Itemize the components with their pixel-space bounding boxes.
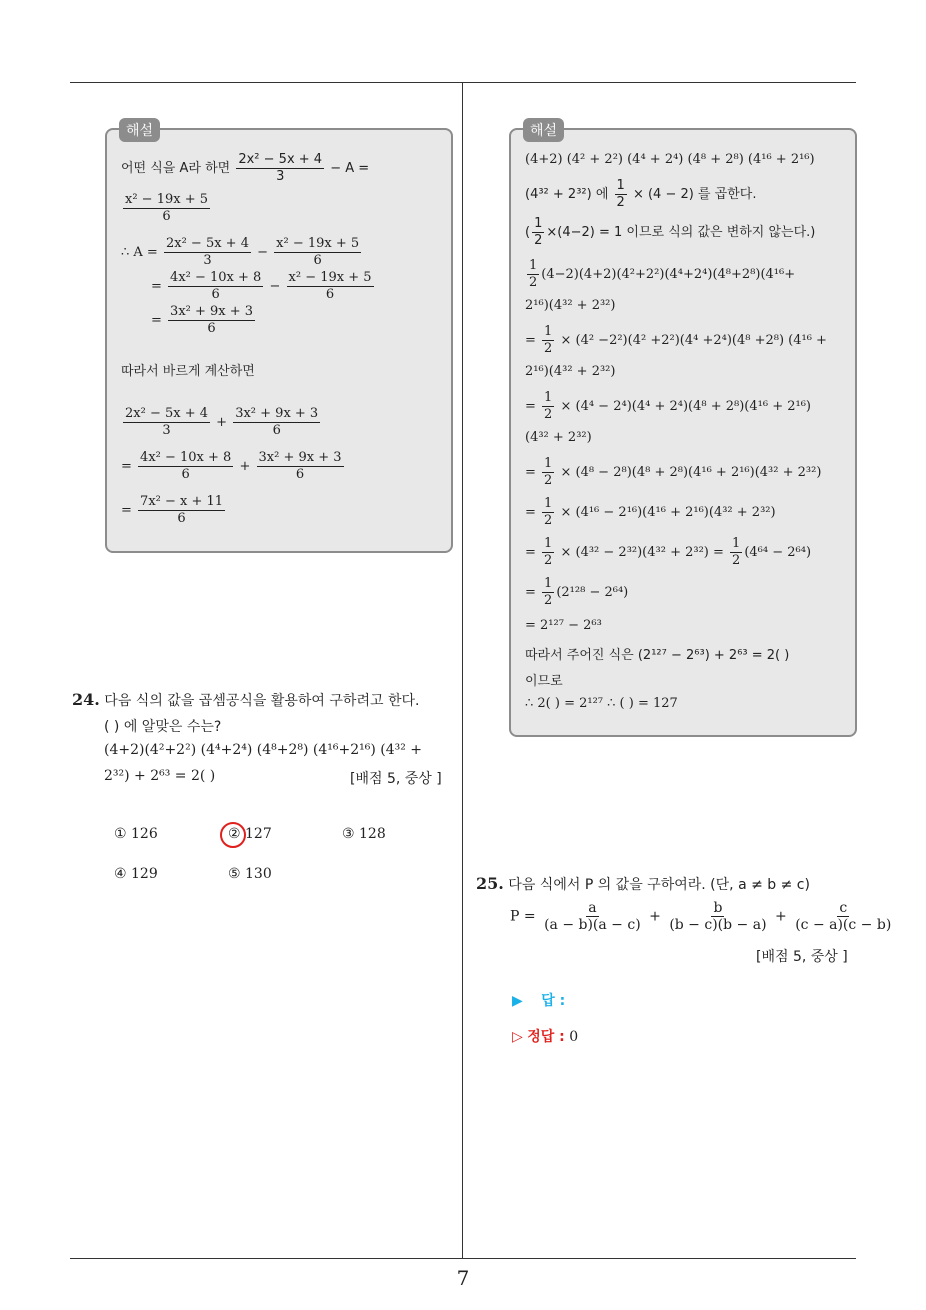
correct-answer-value: 0	[569, 1029, 579, 1045]
solution-line: = $\frac{1}{2}$ × (4⁸ − 2⁸)(4⁸ + 2⁸)(4¹⁶ + 2¹⁶)(4³² + 2³²)	[525, 456, 822, 488]
question-24-expression: 2³²) + 2⁶³ = 2( )	[104, 768, 216, 784]
solution-line: 이므로	[525, 674, 563, 689]
question-24-line: ( ) 에 알맞은 수는?	[104, 719, 222, 735]
solution-line: $\frac{1}{2}$ (4−2)(4+2)(4²+2²)(4⁴+2⁴)(4⁸+2⁸)(4¹⁶+	[529, 258, 796, 290]
answer-arrow-icon: ▶	[512, 993, 523, 1009]
question-24-expression: (4+2)(4²+2²) (4⁴+2⁴) (4⁸+2⁸) (4¹⁶+2¹⁶) (4³² +	[104, 742, 423, 758]
choice-1[interactable]: ① 126	[114, 826, 158, 842]
solution-line: = $\frac{1}{2}$ (2¹²⁸ − 2⁶⁴)	[525, 576, 629, 608]
solution-line: = $\frac{\text{7x² − x + 11}}{6}$	[121, 494, 224, 526]
answer-input-row[interactable]	[512, 990, 565, 1010]
solution-line: $\frac{\text{x² − 19x + 5}}{6}$	[125, 192, 209, 224]
choice-3[interactable]: ③ 128	[342, 826, 386, 842]
right-solution-box	[509, 123, 857, 737]
question-25-equation: P = $\frac{a}{(a - b)(a - c)}$ + $\frac{b}{(b - c)(b - a)}$ + $\frac{c}{(c - a)(c - b)}$	[510, 900, 892, 933]
solution-tag: 해설	[523, 118, 564, 142]
correct-answer-label: 정답 :	[527, 1029, 565, 1045]
solution-line: = $\frac{1}{2}$ × (4⁴ − 2⁴)(4⁴ + 2⁴)(4⁸ + 2⁸)(4¹⁶ + 2¹⁶)	[525, 390, 811, 422]
solution-line: ∴ 2( ) = 2¹²⁷ ∴ ( ) = 127	[525, 696, 678, 711]
correct-answer-row	[512, 1026, 578, 1046]
solution-line: = 2¹²⁷ − 2⁶³	[525, 618, 602, 633]
page-number: 7	[456, 1266, 470, 1290]
solution-line: ( $\frac{1}{2}$ ×(4−2) = 1 이므로 식의 값은 변하지 않는다.)	[525, 216, 816, 248]
solution-line: = $\frac{\text{3x² + 9x + 3}}{6}$	[151, 304, 254, 336]
solution-line: = $\frac{1}{2}$ × (4² −2²)(4² +2²)(4⁴ +2⁴)(4⁸ +2⁸) (4¹⁶ +	[525, 324, 827, 356]
question-24-line: 24. 다음 식의 값을 곱셈공식을 활용하여 구하려고 한다.	[72, 690, 420, 709]
solution-line: (4³² + 2³²) 에 $\frac{1}{2}$ × (4 − 2) 를 곱한다.	[525, 178, 757, 210]
choice-4[interactable]: ④ 129	[114, 866, 158, 882]
solution-line: $\frac{\text{2x² − 5x + 4}}{3}$ + $\frac{\text{3x² + 9x + 3}}{6}$	[125, 406, 319, 438]
solution-line: = $\frac{1}{2}$ × (4³² − 2³²)(4³² + 2³²) = $\frac{1}{2}$ (4⁶⁴ − 2⁶⁴)	[525, 536, 812, 568]
solution-line: ∴ A = $\frac{\text{2x² − 5x + 4}}{3}$ − $\frac{\text{x² − 19x + 5}}{6}$	[121, 236, 360, 268]
choice-5[interactable]: ⑤ 130	[228, 866, 272, 882]
solution-line: (4+2) (4² + 2²) (4⁴ + 2⁴) (4⁸ + 2⁸) (4¹⁶ + 2¹⁶)	[525, 152, 815, 167]
solution-line: 2¹⁶)(4³² + 2³²)	[525, 298, 616, 313]
correct-arrow-icon: ▷	[512, 1029, 523, 1045]
top-rule	[70, 82, 856, 83]
solution-line: 따라서 바르게 계산하면	[121, 364, 255, 379]
solution-line: = $\frac{\text{4x² − 10x + 8}}{6}$ − $\frac{\text{x² − 19x + 5}}{6}$	[151, 270, 372, 302]
choice-2[interactable]: ② 127	[228, 826, 272, 842]
solution-line: 어떤 식을 A라 하면 $\frac{\text{2x² − 5x + 4}}{3}$ − A =	[121, 152, 370, 184]
solution-tag: 해설	[119, 118, 160, 142]
question-number: 24.	[72, 690, 100, 709]
solution-line: (4³² + 2³²)	[525, 430, 592, 445]
solution-line: 2¹⁶)(4³² + 2³²)	[525, 364, 616, 379]
bottom-rule	[70, 1258, 856, 1259]
selected-answer-mark	[220, 822, 246, 848]
question-25-line: 25. 다음 식에서 P 의 값을 구하여라. (단, a ≠ b ≠ c)	[476, 874, 810, 893]
column-divider	[462, 82, 463, 1258]
left-solution-box	[105, 123, 453, 553]
solution-line: = $\frac{1}{2}$ × (4¹⁶ − 2¹⁶)(4¹⁶ + 2¹⁶)(4³² + 2³²)	[525, 496, 776, 528]
question-25-score: [배점 5, 중상 ]	[756, 949, 848, 965]
question-number: 25.	[476, 874, 504, 893]
solution-line: = $\frac{\text{4x² − 10x + 8}}{6}$ + $\frac{\text{3x² + 9x + 3}}{6}$	[121, 450, 342, 482]
solution-line: 따라서 주어진 식은 (2¹²⁷ − 2⁶³) + 2⁶³ = 2( )	[525, 648, 790, 663]
answer-label: 답 :	[541, 993, 566, 1009]
question-24-score: [배점 5, 중상 ]	[350, 771, 442, 787]
